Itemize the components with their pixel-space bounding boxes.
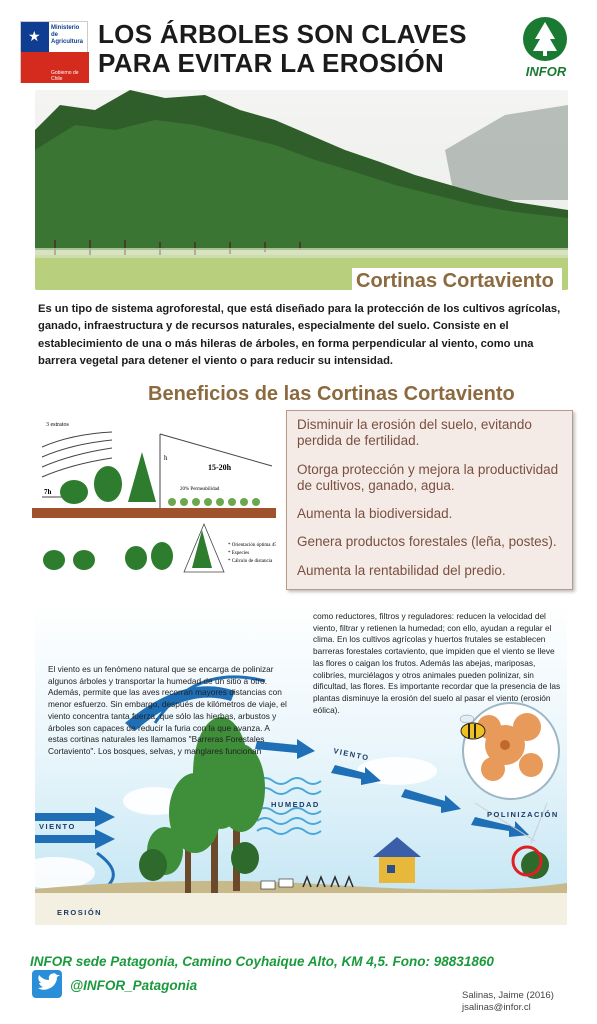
benefit-item: Aumenta la biodiversidad.: [297, 506, 453, 521]
infor-tree-icon: [523, 17, 567, 61]
label-viento-left: VIENTO: [39, 822, 76, 831]
credit: [462, 990, 554, 1014]
benefit-item: Otorga protección y mejora la productividad de cultivos, ganado, agua.: [297, 462, 559, 493]
label-polinizacion: POLINIZACIÓN: [487, 810, 559, 819]
diagram-strata-label: 3 estratos: [46, 422, 69, 428]
credit-name: Salinas, Jaime (2016): [462, 990, 554, 1001]
windbreak-diagram: [32, 412, 276, 592]
ministry-logo-subtext: Gobierno de Chile: [51, 70, 79, 82]
intro-paragraph: Es un tipo de sistema agroforestal, que está diseñado para la protección de los cultivos agrícolas, ganado, infraestructura y de recursos naturales, especialmente del suelo. Consiste en el establecimiento de una o más hileras de árboles, en forma perpendicular al viento, como una barrera vegetal para detener el viento o para reducir su intensidad.: [38, 303, 561, 367]
benefit-item: Aumenta la rentabilidad del predio.: [297, 563, 506, 578]
diagram-note-orientation: * Orientación óptima 45°: [228, 543, 276, 548]
benefit-item: Disminuir la erosión del suelo, evitando perdida de fertilidad.: [297, 417, 532, 448]
illustration-text-right: como reductores, filtros y reguladores: reducen la velocidad del viento, filtrar y retienen la humedad; con ello, ayudan a regular el clima. En los cultivos agrícolas y huertos frutales se establecen barreras forestales cortaviento, que impiden que el viento se lleve las flores o caigan los frutos. Además las abejas, mariposas, colibríes, murciélagos y otros animales pueden polinizar, sin dificultad, las flores. Es importante recordar que la presencia de las plantas disminuye la erosión del suelo al pasar el viento (erosión eólica).: [313, 611, 561, 715]
footer-address: INFOR sede Patagonia, Camino Coyhaique Alto, KM 4,5. Fono: 98831860: [30, 954, 494, 969]
credit-email[interactable]: jsalinas@infor.cl: [462, 1002, 531, 1013]
diagram-note-species: * Especies: [228, 551, 250, 556]
title-line-1: LOS ÁRBOLES SON CLAVES: [98, 19, 467, 49]
title-line-2: PARA EVITAR LA EROSIÓN: [98, 48, 445, 78]
page-title: [98, 20, 518, 78]
diagram-permeability-label: 20% Permeabilidad: [180, 487, 220, 492]
hero-photo-tree-windbreak: [35, 90, 568, 290]
twitter-handle-link[interactable]: @INFOR_Patagonia: [70, 978, 198, 993]
diagram-7h-label: 7h: [44, 488, 52, 496]
benefits-box: [286, 410, 573, 590]
section-title-beneficios: Beneficios de las Cortinas Cortaviento: [148, 383, 515, 405]
section-title-cortinas: Cortinas Cortaviento: [356, 270, 554, 292]
illustration-text-left: El viento es un fenómeno natural que se encarga de polinizar algunos árboles y transportar la humedad de un sitio a otro. Además, permite que las aves recorran mayores distancias con menor esfuerzo. Sin embargo, después de kilómetros de viaje, el viento concentra tanta fuerza, que sólo las hierbas, arbustos y árboles son capaces de reducir la furia con la que avanza. A estas cortinas naturales les llamamos "Barreras Forestales Cortaviento". Los bosques, selvas, y manglares funcionan: [48, 664, 287, 756]
ministry-logo-text: Ministerio de Agricultura: [51, 25, 84, 45]
label-erosion: EROSIÓN: [57, 908, 103, 917]
diagram-note-distance: * Cálculo de distancia: [228, 559, 273, 564]
label-viento-mid: VIENTO: [332, 746, 371, 763]
ministry-agriculture-logo: [20, 21, 88, 83]
chile-coat-of-arms-icon: ★: [28, 28, 41, 44]
house-icon: [373, 837, 421, 883]
benefit-item: Genera productos forestales (leña, postes).: [297, 534, 557, 549]
diagram-distance-label: 15-20h: [208, 463, 232, 472]
diagram-h-label: h: [164, 454, 168, 462]
label-humedad: HUMEDAD: [271, 800, 320, 809]
infor-logo-text: INFOR: [525, 64, 567, 79]
twitter-bird-icon[interactable]: [32, 970, 62, 998]
infor-logo: [515, 17, 577, 83]
